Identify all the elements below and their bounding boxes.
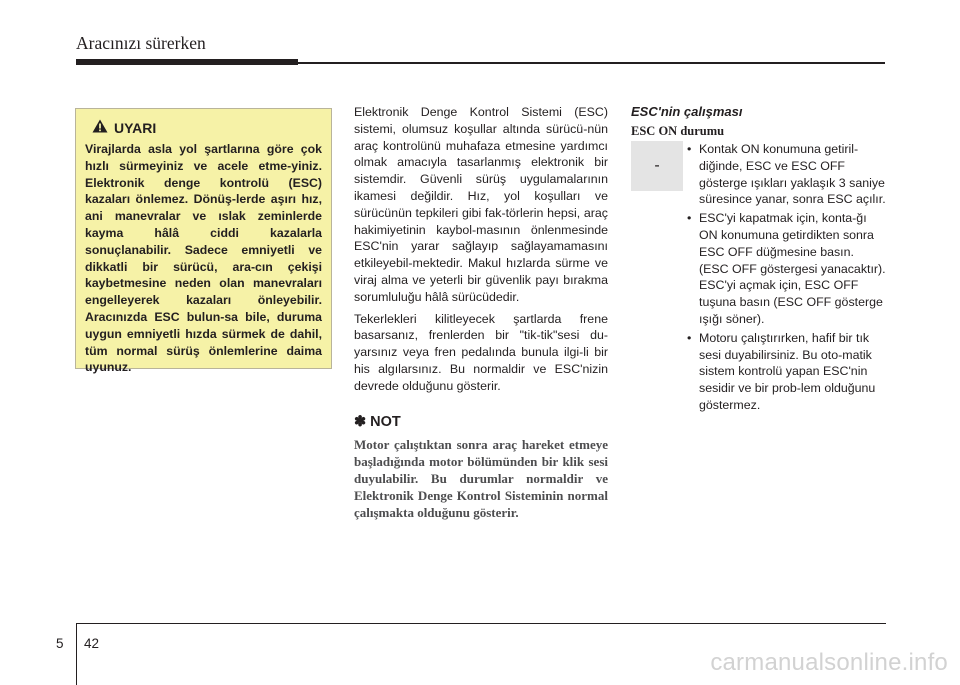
middle-column [354, 104, 608, 521]
note-title: NOT [370, 413, 401, 430]
chapter-number: 5 [56, 636, 64, 651]
list-item: • ESC'yi kapatmak için, konta-ğı ON konumuna getirdikten sonra ESC OFF düğmesine basın. (ESC OFF göstergesi yanacaktır). ESC'yi açmak için, ESC OFF tuşuna basın (ESC OFF gösterge ışığı söner). [687, 211, 886, 326]
page-number: 42 [84, 636, 100, 651]
header-rule-thick [76, 59, 298, 65]
note-symbol: ✽ [354, 413, 367, 430]
warning-box [75, 108, 332, 375]
section-title: ESC'nin çalışması [631, 104, 743, 119]
esc-bullet-list [687, 141, 886, 416]
warning-header [92, 117, 322, 139]
esc-on-subtitle: ESC ON durumu [631, 124, 725, 138]
bullet-dot: • [687, 142, 692, 156]
warning-text: Virajlarda asla yol şartlarına göre çok hızlı sürmeyiniz ve acele etme-yiniz. Elektronik denge kontrolü (ESC) kazaları önlemez. Dönüş-lerde aşırı hız, ani manevralar ve ıslak zeminlerde kayma hâlâ ciddi kazalarla sonuçlanabilir. Sadece emniyetli ve dikkatli bir sürücü, ara-cın çekişi kaybetmesine neden olan manevraları engelleyerek kazaları önleyebilir. Aracınızda ESC bulun-sa bile, duruma uygun emniyetli hızda sürmek de dahil, tüm normal sürüş önlemlerine daima uyunuz. [85, 142, 322, 375]
right-column [631, 104, 886, 412]
note-text: Motor çalıştıktan sonra araç hareket etmeye başladığında motor bölümünden bir klik sesi duyulabilir. Bu durumlar normaldir ve Elektronik Denge Kontrol Sisteminin normal çalışmakta olduğunu gösterir. [354, 437, 608, 521]
bullet-dot: • [687, 211, 692, 226]
bullet-dot: • [687, 330, 692, 345]
list-item: • Motoru çalıştırırken, hafif bir tık sesi duyabilirsiniz. Bu oto-matik sistem kontrolü yapan ESC'nin sesidir ve bir prob-lem olduğunu göstermez. [687, 330, 876, 412]
watermark: carmanualsonline.info [710, 649, 948, 676]
header-rule-thin [298, 62, 885, 64]
warning-triangle-icon [92, 119, 108, 138]
footer-divider [76, 623, 77, 685]
esc-indicator-image [631, 141, 683, 191]
brake-paragraph: Tekerlekleri kilitleyecek şartlarda frene basarsanız, frenlerden bir "tik-tik"sesi du-yarsınız veya fren pedalında bunula ilgi-li bir his algılarsınız. Bu normaldir ve ESC'nizin devrede olduğunu gösterir. [354, 311, 608, 393]
footer-rule [76, 623, 886, 624]
esc-intro-paragraph: Elektronik Denge Kontrol Sistemi (ESC) sistemi, olumsuz koşullar altında sürücü-nün araç kontrolünü muhafaza etmesine yardımcı olmak amacıyla tasarlanmış elektronik bir sistemdir. Güvenli sürüş uygulamalarının ikamesi değildir. Hız, yol koşulları ve sürücünün tepkileri gibi fak-törlerin hepsi, araç hakimiyetinin kaybol-masının önlenmesinde ESC'nin yarar sağlayıp sağlayamamasını etkileyebil-mektedir. Makul hızlarda sürme ve viraj alma ve yeterli bir güvenlik payı bırakma sorumluluğu hâlâ sürücüdedir. [354, 105, 608, 304]
note-header [354, 414, 608, 431]
warning-title: UYARI [114, 120, 157, 136]
esc-indicator-label: - [654, 157, 660, 174]
list-item: • Kontak ON konumuna getiril-diğinde, ESC ve ESC OFF gösterge ışıkları yaklaşık 3 saniye süresince yanar, sonra ESC açılır. [687, 142, 886, 207]
page-header-title: Aracınızı sürerken [76, 33, 206, 53]
